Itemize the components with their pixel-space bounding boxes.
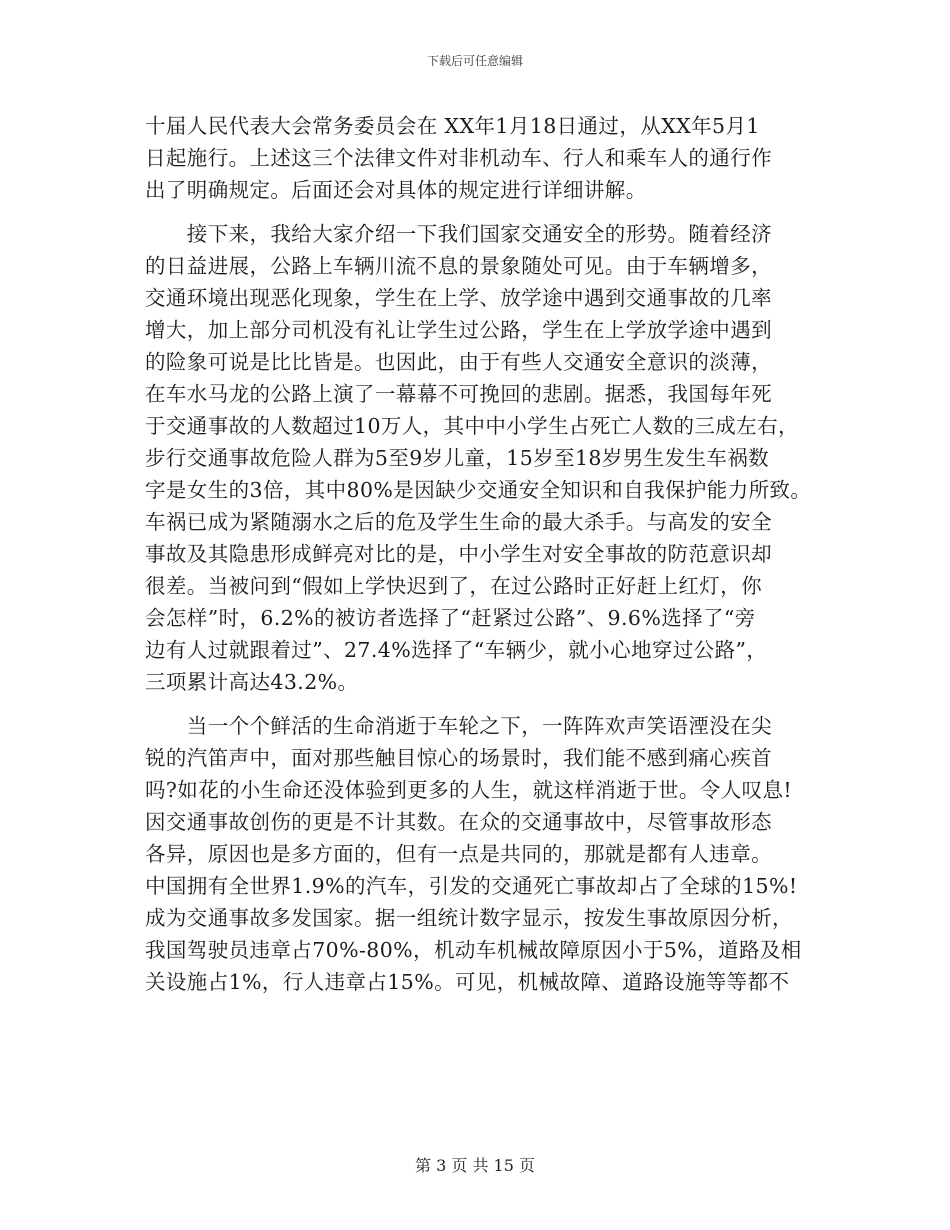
text-line: 三项累计高达43.2%。 — [145, 670, 359, 694]
text-line: 各异，原因也是多方面的，但有一点是共同的，那就是都有人违章。 — [145, 842, 772, 866]
text-line: 字是女生的3倍，其中80%是因缺少交通安全知识和自我保护能力所致。 — [145, 478, 812, 502]
text-line: 我国驾驶员违章占70%-80%，机动车机械故障原因小于5%，道路及相 — [145, 938, 802, 962]
text-line: 因交通事故创伤的更是不计其数。在众的交通事故中，尽管事故形态 — [145, 810, 772, 834]
paragraph — [145, 218, 825, 698]
text-line: 出了明确规定。后面还会对具体的规定进行详细讲解。 — [145, 178, 647, 202]
text-line: 吗?如花的小生命还没体验到更多的人生，就这样消逝于世。令人叹息! — [145, 778, 793, 802]
text-line: 的日益进展，公路上车辆川流不息的景象随处可见。由于车辆增多， — [145, 254, 772, 278]
text-line: 的险象可说是比比皆是。也因此，由于有些人交通安全意识的淡薄， — [145, 350, 772, 374]
text-line: 交通环境出现恶化现象，学生在上学、放学途中遇到交通事故的几率 — [145, 286, 772, 310]
text-line: 事故及其隐患形成鲜亮对比的是，中小学生对安全事故的防范意识却 — [145, 542, 772, 566]
text-line: 会怎样”时，6.2%的被访者选择了“赶紧过公路”、9.6%选择了“旁 — [145, 606, 756, 630]
text-line: 接下来，我给大家介绍一下我们国家交通安全的形势。随着经济 — [145, 222, 772, 246]
text-line: 当一个个鲜活的生命消逝于车轮之下，一阵阵欢声笑语湮没在尖 — [145, 714, 772, 738]
text-line: 日起施行。上述这三个法律文件对非机动车、行人和乘车人的通行作 — [145, 146, 772, 170]
text-line: 十届人民代表大会常务委员会在 XX年1月18日通过，从XX年5月1 — [145, 114, 760, 138]
text-line: 关设施占1%，行人违章占15%。可见，机械故障、道路设施等等都不 — [145, 970, 790, 994]
text-line: 中国拥有全世界1.9%的汽车，引发的交通死亡事故却占了全球的15%! — [145, 874, 798, 898]
paragraph — [145, 710, 825, 998]
page-header: 下载后可任意编辑 — [426, 54, 523, 68]
paragraph — [145, 110, 825, 206]
text-line: 成为交通事故多发国家。据一组统计数字显示，按发生事故原因分析， — [145, 906, 793, 930]
document-body — [145, 110, 825, 998]
text-line: 车祸已成为紧随溺水之后的危及学生生命的最大杀手。与高发的安全 — [145, 510, 772, 534]
text-line: 很差。当被问到“假如上学快迟到了，在过公路时正好赶上红灯，你 — [145, 574, 762, 598]
text-line: 于交通事故的人数超过10万人，其中中小学生占死亡人数的三成左右， — [145, 414, 799, 438]
text-line: 步行交通事故危险人群为5至9岁儿童，15岁至18岁男生发生车祸数 — [145, 446, 770, 470]
text-line: 锐的汽笛声中，面对那些触目惊心的场景时，我们能不感到痛心疾首 — [145, 746, 772, 770]
text-line: 增大，加上部分司机没有礼让学生过公路，学生在上学放学途中遇到 — [145, 318, 772, 342]
text-line: 在车水马龙的公路上演了一幕幕不可挽回的悲剧。据悉，我国每年死 — [145, 382, 772, 406]
page-number-footer: 第 3 页 共 15 页 — [415, 1156, 535, 1175]
text-line: 边有人过就跟着过”、27.4%选择了“车辆少，就小心地穿过公路”， — [145, 638, 768, 662]
